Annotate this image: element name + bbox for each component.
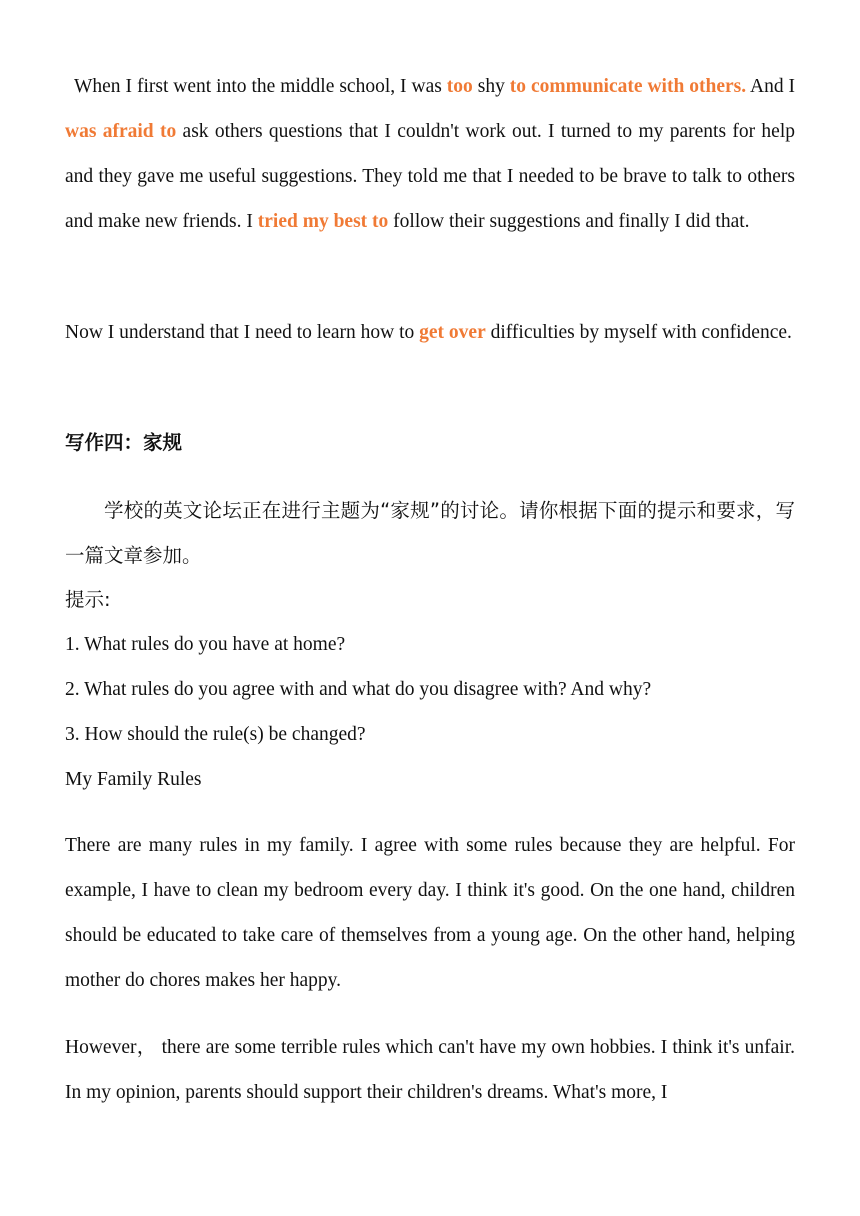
highlight-phrase: get over xyxy=(419,322,486,343)
paragraph-agree-rules: There are many rules in my family. I agree with some rules because they are helpful. For example, I have to clean my bedroom every day. I think it's good. On the one hand, children should be educated to take care of themselves from a young age. On the other hand, helping mother do chores makes her happy. xyxy=(65,835,795,991)
text-run: difficulties by myself with confidence. xyxy=(485,322,792,343)
text-run: Now I understand that I need to learn how to xyxy=(65,322,420,343)
highlight-phrase: was afraid to xyxy=(65,121,177,142)
section-heading: 写作四：家规 xyxy=(65,431,183,454)
hint-item: 3. How should the rule(s) be changed? xyxy=(65,724,366,745)
hints-label: 提示: xyxy=(65,588,111,611)
highlight-phrase: tried my best to xyxy=(257,211,389,232)
highlight-phrase: too xyxy=(446,76,473,97)
text-run: there are some terrible rules which can't have my own hobbies. I think it's unfair. In my opinion, parents should support their children's dreams. What's more, I xyxy=(65,1037,795,1103)
paragraph-disagree-rules xyxy=(65,1024,795,1115)
highlight-phrase: to communicate with others. xyxy=(509,76,747,97)
text-run: shy xyxy=(472,76,510,97)
paragraph-conclusion xyxy=(65,310,795,355)
text-run: And I xyxy=(746,76,796,97)
task-instructions: 学校的英文论坛正在进行主题为“家规”的讨论。请你根据下面的提示和要求，写一篇文章参加。 xyxy=(65,499,795,567)
text-run: ask others questions that I couldn't work out. I turned to my parents for help and they gave me useful suggestions. They told me that I needed to be brave to talk to others and make new friends. I xyxy=(65,121,795,232)
fullwidth-comma: ， xyxy=(136,1035,157,1058)
essay-title: My Family Rules xyxy=(65,769,202,790)
hint-item: 1. What rules do you have at home? xyxy=(65,634,346,655)
paragraph-experience xyxy=(65,64,795,244)
text-run: However xyxy=(65,1037,137,1058)
hint-item: 2. What rules do you agree with and what do you disagree with? And why? xyxy=(65,679,652,700)
text-run: follow their suggestions and finally I did that. xyxy=(388,211,750,232)
text-run: When I first went into the middle school, I was xyxy=(74,76,447,97)
